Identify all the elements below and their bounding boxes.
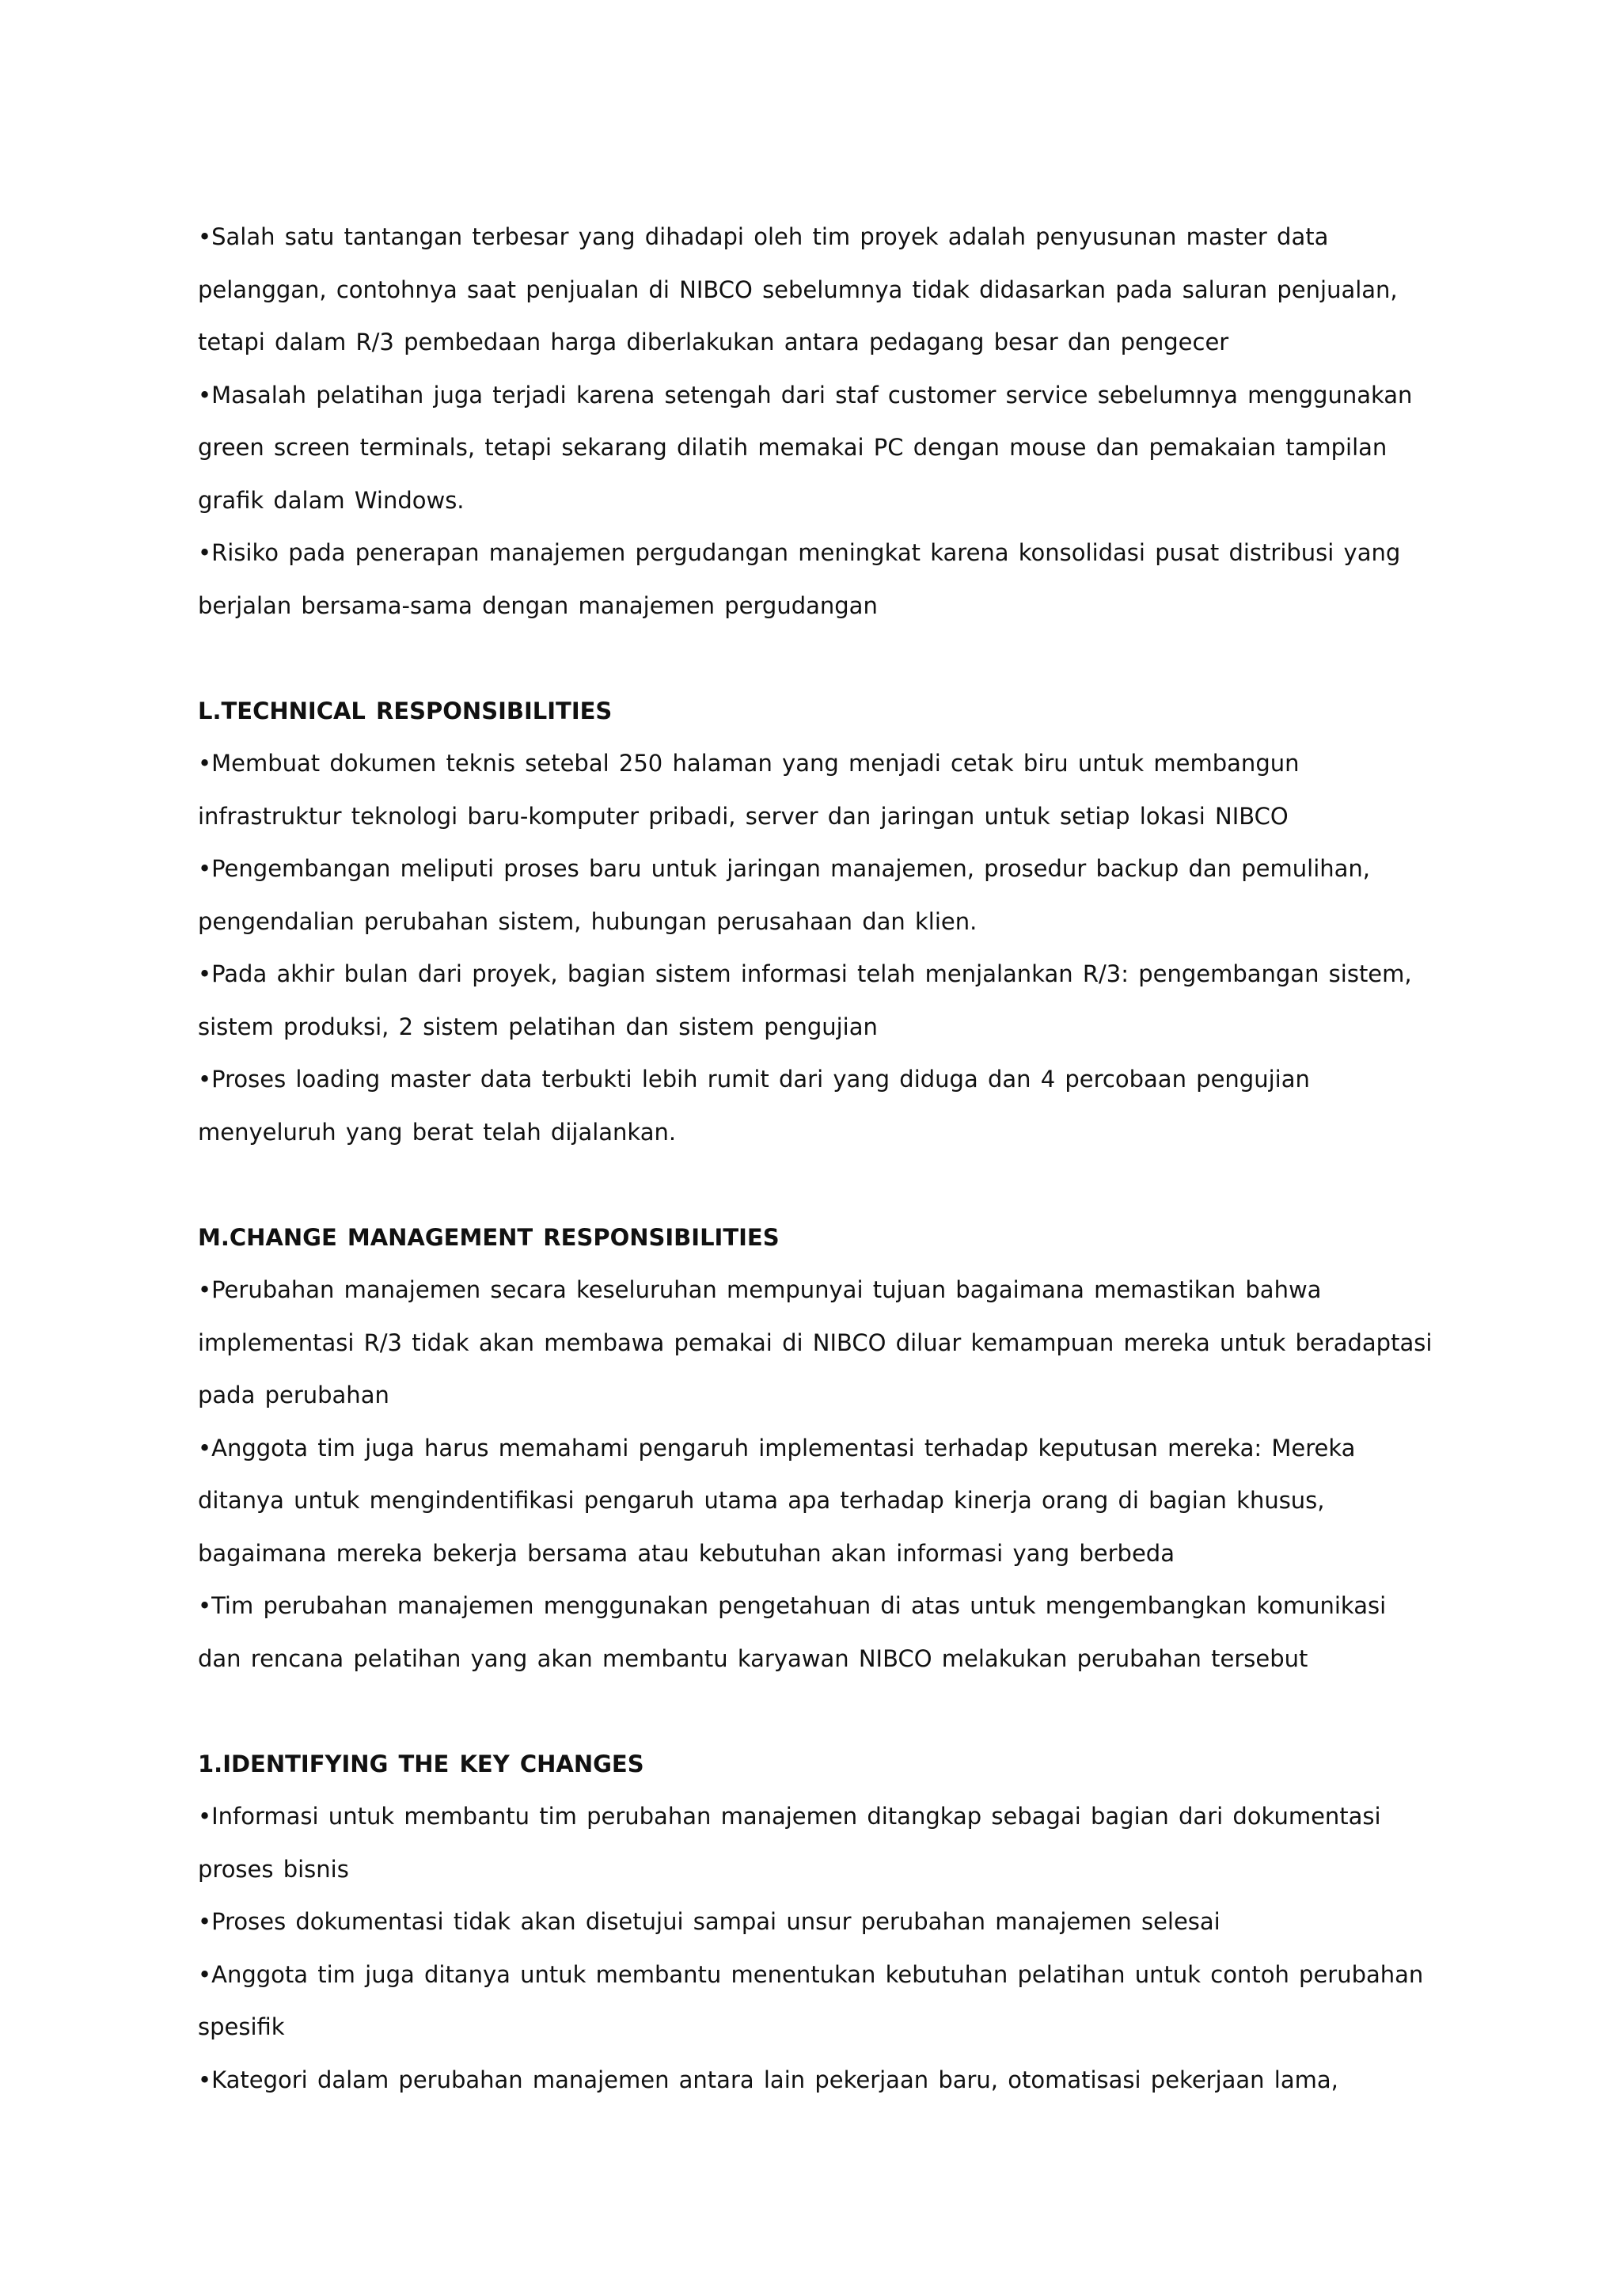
section-line: •Tim perubahan manajemen menggunakan pengetahuan di atas untuk mengembangkan komunikasi — [198, 1592, 1387, 1619]
section-line: •Pengembangan meliputi proses baru untuk jaringan manajemen, prosedur backup dan pemulihan, — [198, 855, 1371, 882]
section-line: •Proses dokumentasi tidak akan disetujui sampai unsur perubahan manajemen selesai — [198, 1908, 1220, 1935]
section-heading: L.TECHNICAL RESPONSIBILITIES — [198, 697, 613, 724]
section-line: proses bisnis — [198, 1855, 349, 1883]
section-line: spesifik — [198, 2013, 285, 2040]
section-line: sistem produksi, 2 sistem pelatihan dan sistem pengujian — [198, 1013, 878, 1040]
document-body — [198, 211, 1448, 2106]
intro-line: •Salah satu tantangan terbesar yang dihadapi oleh tim proyek adalah penyusunan master data — [198, 223, 1329, 250]
section-spacer — [198, 1685, 1448, 1738]
section-line: •Membuat dokumen teknis setebal 250 halaman yang menjadi cetak biru untuk membangun — [198, 750, 1300, 777]
section-line: •Informasi untuk membantu tim perubahan manajemen ditangkap sebagai bagian dari dokumentasi — [198, 1803, 1381, 1830]
intro-line: pelanggan, contohnya saat penjualan di NIBCO sebelumnya tidak didasarkan pada saluran penjualan, — [198, 276, 1398, 303]
section-line: •Anggota tim juga ditanya untuk membantu menentukan kebutuhan pelatihan untuk contoh perubahan — [198, 1960, 1424, 1988]
section-heading: 1.IDENTIFYING THE KEY CHANGES — [198, 1750, 644, 1777]
section-technical-responsibilities — [198, 685, 1448, 1159]
section-line: pengendalian perubahan sistem, hubungan perusahaan dan klien. — [198, 907, 978, 935]
section-identifying-key-changes — [198, 1738, 1448, 2107]
section-line: infrastruktur teknologi baru-komputer pribadi, server dan jaringan untuk setiap lokasi NIBCO — [198, 802, 1289, 830]
intro-line: •Masalah pelatihan juga terjadi karena setengah dari staf customer service sebelumnya menggunakan — [198, 381, 1413, 409]
section-line: menyeluruh yang berat telah dijalankan. — [198, 1118, 677, 1146]
intro-line: grafik dalam Windows. — [198, 486, 465, 514]
section-line: bagaimana mereka bekerja bersama atau kebutuhan akan informasi yang berbeda — [198, 1539, 1175, 1567]
section-change-management — [198, 1211, 1448, 1686]
section-line: ditanya untuk mengindentifikasi pengaruh utama apa terhadap kinerja orang di bagian khusus, — [198, 1487, 1325, 1514]
intro-block — [198, 211, 1448, 632]
section-line: •Perubahan manajemen secara keseluruhan mempunyai tujuan bagaimana memastikan bahwa — [198, 1276, 1322, 1303]
section-line: •Kategori dalam perubahan manajemen antara lain pekerjaan baru, otomatisasi pekerjaan lama, — [198, 2066, 1338, 2093]
section-spacer — [198, 632, 1448, 685]
section-line: •Anggota tim juga harus memahami pengaruh implementasi terhadap keputusan mereka: Mereka — [198, 1434, 1356, 1462]
intro-line: green screen terminals, tetapi sekarang dilatih memakai PC dengan mouse dan pemakaian tampilan — [198, 434, 1388, 461]
intro-line: •Risiko pada penerapan manajemen pergudangan meningkat karena konsolidasi pusat distribusi yang — [198, 539, 1401, 566]
section-line: •Proses loading master data terbukti lebih rumit dari yang diduga dan 4 percobaan pengujian — [198, 1066, 1310, 1093]
section-line: implementasi R/3 tidak akan membawa pemakai di NIBCO diluar kemampuan mereka untuk beradaptasi — [198, 1329, 1433, 1356]
section-line: dan rencana pelatihan yang akan membantu karyawan NIBCO melakukan perubahan tersebut — [198, 1644, 1308, 1672]
section-line: •Pada akhir bulan dari proyek, bagian sistem informasi telah menjalankan R/3: pengembangan sistem, — [198, 960, 1412, 987]
section-heading: M.CHANGE MANAGEMENT RESPONSIBILITIES — [198, 1223, 780, 1251]
section-spacer — [198, 1158, 1448, 1211]
intro-line: tetapi dalam R/3 pembedaan harga diberlakukan antara pedagang besar dan pengecer — [198, 329, 1229, 355]
intro-line: berjalan bersama-sama dengan manajemen pergudangan — [198, 591, 878, 619]
section-line: pada perubahan — [198, 1382, 389, 1408]
